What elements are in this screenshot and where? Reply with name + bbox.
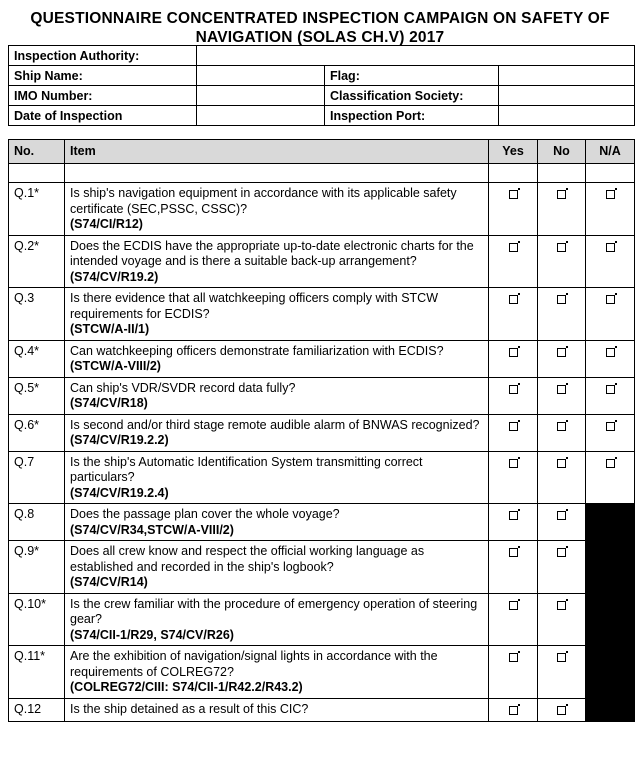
answer-cell-no <box>538 340 586 377</box>
col-header-item: Item <box>65 140 489 164</box>
answer-cell-yes <box>489 593 538 646</box>
question-number: Q.9* <box>9 541 65 594</box>
ship-name-value[interactable] <box>197 66 325 86</box>
answer-cell-no <box>538 698 586 722</box>
answer-cell-no <box>538 504 586 541</box>
checkbox-no[interactable] <box>557 548 566 557</box>
question-item <box>65 698 489 722</box>
question-row <box>9 541 635 594</box>
answer-cell-na <box>586 340 635 377</box>
question-row <box>9 451 635 504</box>
question-reference: (STCW/A-II/1) <box>70 322 150 336</box>
question-row <box>9 646 635 699</box>
question-number: Q.2* <box>9 235 65 288</box>
question-text: Is the ship's Automatic Identification System transmitting correct particulars? <box>70 454 423 484</box>
question-number: Q.8 <box>9 504 65 541</box>
question-text: Is the crew familiar with the procedure of emergency operation of steering gear? <box>70 596 478 626</box>
question-row <box>9 235 635 288</box>
question-text: Is there evidence that all watchkeeping officers comply with STCW requirements for ECDIS? <box>70 291 438 321</box>
question-number: Q.1* <box>9 183 65 236</box>
checkbox-yes[interactable] <box>509 548 518 557</box>
checkbox-yes[interactable] <box>509 459 518 468</box>
document-title <box>0 9 640 47</box>
question-reference: (STCW/A-VIII/2) <box>70 359 161 373</box>
question-text: Are the exhibition of navigation/signal lights in accordance with the requirements of COLREG72? <box>70 649 438 679</box>
na-blacked-out-cell <box>586 646 635 699</box>
title-line-2: NAVIGATION (SOLAS CH.V) 2017 <box>195 29 445 46</box>
question-reference: (S74/CV/R19.2.4) <box>70 485 169 500</box>
checkbox-na[interactable] <box>606 422 615 431</box>
col-header-no-answer: No <box>538 140 586 164</box>
answer-cell-no <box>538 541 586 594</box>
answer-cell-no <box>538 183 586 236</box>
checkbox-no[interactable] <box>557 653 566 662</box>
answer-cell-no <box>538 377 586 414</box>
classification-society-label: Classification Society: <box>325 86 499 106</box>
question-reference: (S74/CV/R19.2) <box>70 269 159 284</box>
title-line-1: QUESTIONNAIRE CONCENTRATED INSPECTION CAMPAIGN ON SAFETY OF <box>30 10 610 27</box>
checkbox-no[interactable] <box>557 459 566 468</box>
checkbox-yes[interactable] <box>509 190 518 199</box>
checkbox-na[interactable] <box>606 348 615 357</box>
question-text: Does the passage plan cover the whole voyage? <box>70 507 340 521</box>
checkbox-no[interactable] <box>557 706 566 715</box>
question-text: Is the ship detained as a result of this CIC? <box>70 701 309 716</box>
answer-cell-yes <box>489 183 538 236</box>
checkbox-no[interactable] <box>557 422 566 431</box>
answer-cell-yes <box>489 698 538 722</box>
inspection-details-table <box>8 45 635 126</box>
answer-cell-yes <box>489 340 538 377</box>
answer-cell-yes <box>489 288 538 341</box>
question-row <box>9 340 635 377</box>
question-item <box>65 451 489 504</box>
answer-cell-na <box>586 183 635 236</box>
question-text: Is second and/or third stage remote audible alarm of BNWAS recognized? <box>70 417 480 432</box>
col-header-no: No. <box>9 140 65 164</box>
checkbox-yes[interactable] <box>509 653 518 662</box>
answer-cell-yes <box>489 646 538 699</box>
spacer-row <box>9 164 635 183</box>
answer-cell-yes <box>489 235 538 288</box>
question-reference: (S74/CII-1/R29, S74/CV/R26) <box>70 627 234 642</box>
ship-name-label: Ship Name: <box>9 66 197 86</box>
flag-value[interactable] <box>499 66 635 86</box>
question-row <box>9 288 635 341</box>
na-blacked-out-cell <box>586 504 635 541</box>
question-row <box>9 698 635 722</box>
questionnaire-table <box>8 139 635 722</box>
answer-cell-yes <box>489 504 538 541</box>
answer-cell-no <box>538 235 586 288</box>
checkbox-na[interactable] <box>606 295 615 304</box>
checkbox-yes[interactable] <box>509 295 518 304</box>
answer-cell-na <box>586 451 635 504</box>
checkbox-no[interactable] <box>557 190 566 199</box>
checkbox-na[interactable] <box>606 243 615 252</box>
question-reference: (S74/CI/R12) <box>70 217 143 231</box>
na-blacked-out-cell <box>586 698 635 722</box>
checkbox-yes[interactable] <box>509 385 518 394</box>
question-item <box>65 541 489 594</box>
answer-cell-no <box>538 414 586 451</box>
na-blacked-out-cell <box>586 593 635 646</box>
question-row <box>9 377 635 414</box>
answer-cell-na <box>586 235 635 288</box>
question-number: Q.5* <box>9 377 65 414</box>
answer-cell-na <box>586 288 635 341</box>
question-item <box>65 593 489 646</box>
imo-number-label: IMO Number: <box>9 86 197 106</box>
answer-cell-yes <box>489 451 538 504</box>
answer-cell-no <box>538 288 586 341</box>
table-header-row <box>9 140 635 164</box>
inspection-authority-value[interactable] <box>197 46 635 66</box>
question-number: Q.10* <box>9 593 65 646</box>
question-number: Q.12 <box>9 698 65 722</box>
question-row <box>9 414 635 451</box>
answer-cell-no <box>538 646 586 699</box>
question-number: Q.3 <box>9 288 65 341</box>
checkbox-na[interactable] <box>606 190 615 199</box>
checkbox-no[interactable] <box>557 385 566 394</box>
checkbox-no[interactable] <box>557 295 566 304</box>
col-header-yes: Yes <box>489 140 538 164</box>
question-text: Does the ECDIS have the appropriate up-to-date electronic charts for the intended voyage and is there a suitable back-up arrangement? <box>70 238 474 268</box>
question-text: Is ship's navigation equipment in accordance with its applicable safety certificate (SEC,PSSC, CSSC)? <box>70 186 457 216</box>
inspection-port-label: Inspection Port: <box>325 106 499 126</box>
answer-cell-na <box>586 377 635 414</box>
question-text: Can watchkeeping officers demonstrate familiarization with ECDIS? <box>70 343 444 358</box>
question-item <box>65 414 489 451</box>
question-reference: (S74/CV/R14) <box>70 575 148 589</box>
question-item <box>65 377 489 414</box>
question-number: Q.7 <box>9 451 65 504</box>
checkbox-yes[interactable] <box>509 601 518 610</box>
question-reference: (S74/CV/R19.2.2) <box>70 433 169 447</box>
question-reference: (COLREG72/CIII: S74/CII-1/R42.2/R43.2) <box>70 680 303 694</box>
checkbox-no[interactable] <box>557 348 566 357</box>
answer-cell-yes <box>489 414 538 451</box>
question-row <box>9 504 635 541</box>
date-of-inspection-value[interactable] <box>197 106 325 126</box>
question-row <box>9 593 635 646</box>
answer-cell-yes <box>489 541 538 594</box>
question-item <box>65 235 489 288</box>
answer-cell-no <box>538 451 586 504</box>
checkbox-no[interactable] <box>557 243 566 252</box>
checkbox-no[interactable] <box>557 511 566 520</box>
question-number: Q.11* <box>9 646 65 699</box>
checkbox-na[interactable] <box>606 385 615 394</box>
question-item <box>65 340 489 377</box>
checkbox-no[interactable] <box>557 601 566 610</box>
answer-cell-no <box>538 593 586 646</box>
checkbox-na[interactable] <box>606 459 615 468</box>
question-item <box>65 183 489 236</box>
question-number: Q.6* <box>9 414 65 451</box>
inspection-port-value[interactable] <box>499 106 635 126</box>
classification-society-value[interactable] <box>499 86 635 106</box>
question-text: Does all crew know and respect the official working language as established and recorded in the ship's logbook? <box>70 544 425 574</box>
checkbox-yes[interactable] <box>509 243 518 252</box>
checkbox-yes[interactable] <box>509 422 518 431</box>
question-item <box>65 288 489 341</box>
question-text: Can ship's VDR/SVDR record data fully? <box>70 380 296 395</box>
checkbox-yes[interactable] <box>509 511 518 520</box>
question-row <box>9 183 635 236</box>
date-of-inspection-label: Date of Inspection <box>9 106 197 126</box>
inspection-authority-label: Inspection Authority: <box>9 46 197 66</box>
answer-cell-na <box>586 414 635 451</box>
imo-number-value[interactable] <box>197 86 325 106</box>
col-header-na: N/A <box>586 140 635 164</box>
checkbox-yes[interactable] <box>509 348 518 357</box>
checkbox-yes[interactable] <box>509 706 518 715</box>
question-item <box>65 646 489 699</box>
question-reference: (S74/CV/R18) <box>70 396 148 410</box>
answer-cell-yes <box>489 377 538 414</box>
question-number: Q.4* <box>9 340 65 377</box>
question-item <box>65 504 489 541</box>
na-blacked-out-cell <box>586 541 635 594</box>
flag-label: Flag: <box>325 66 499 86</box>
question-reference: (S74/CV/R34,STCW/A-VIII/2) <box>70 522 234 537</box>
